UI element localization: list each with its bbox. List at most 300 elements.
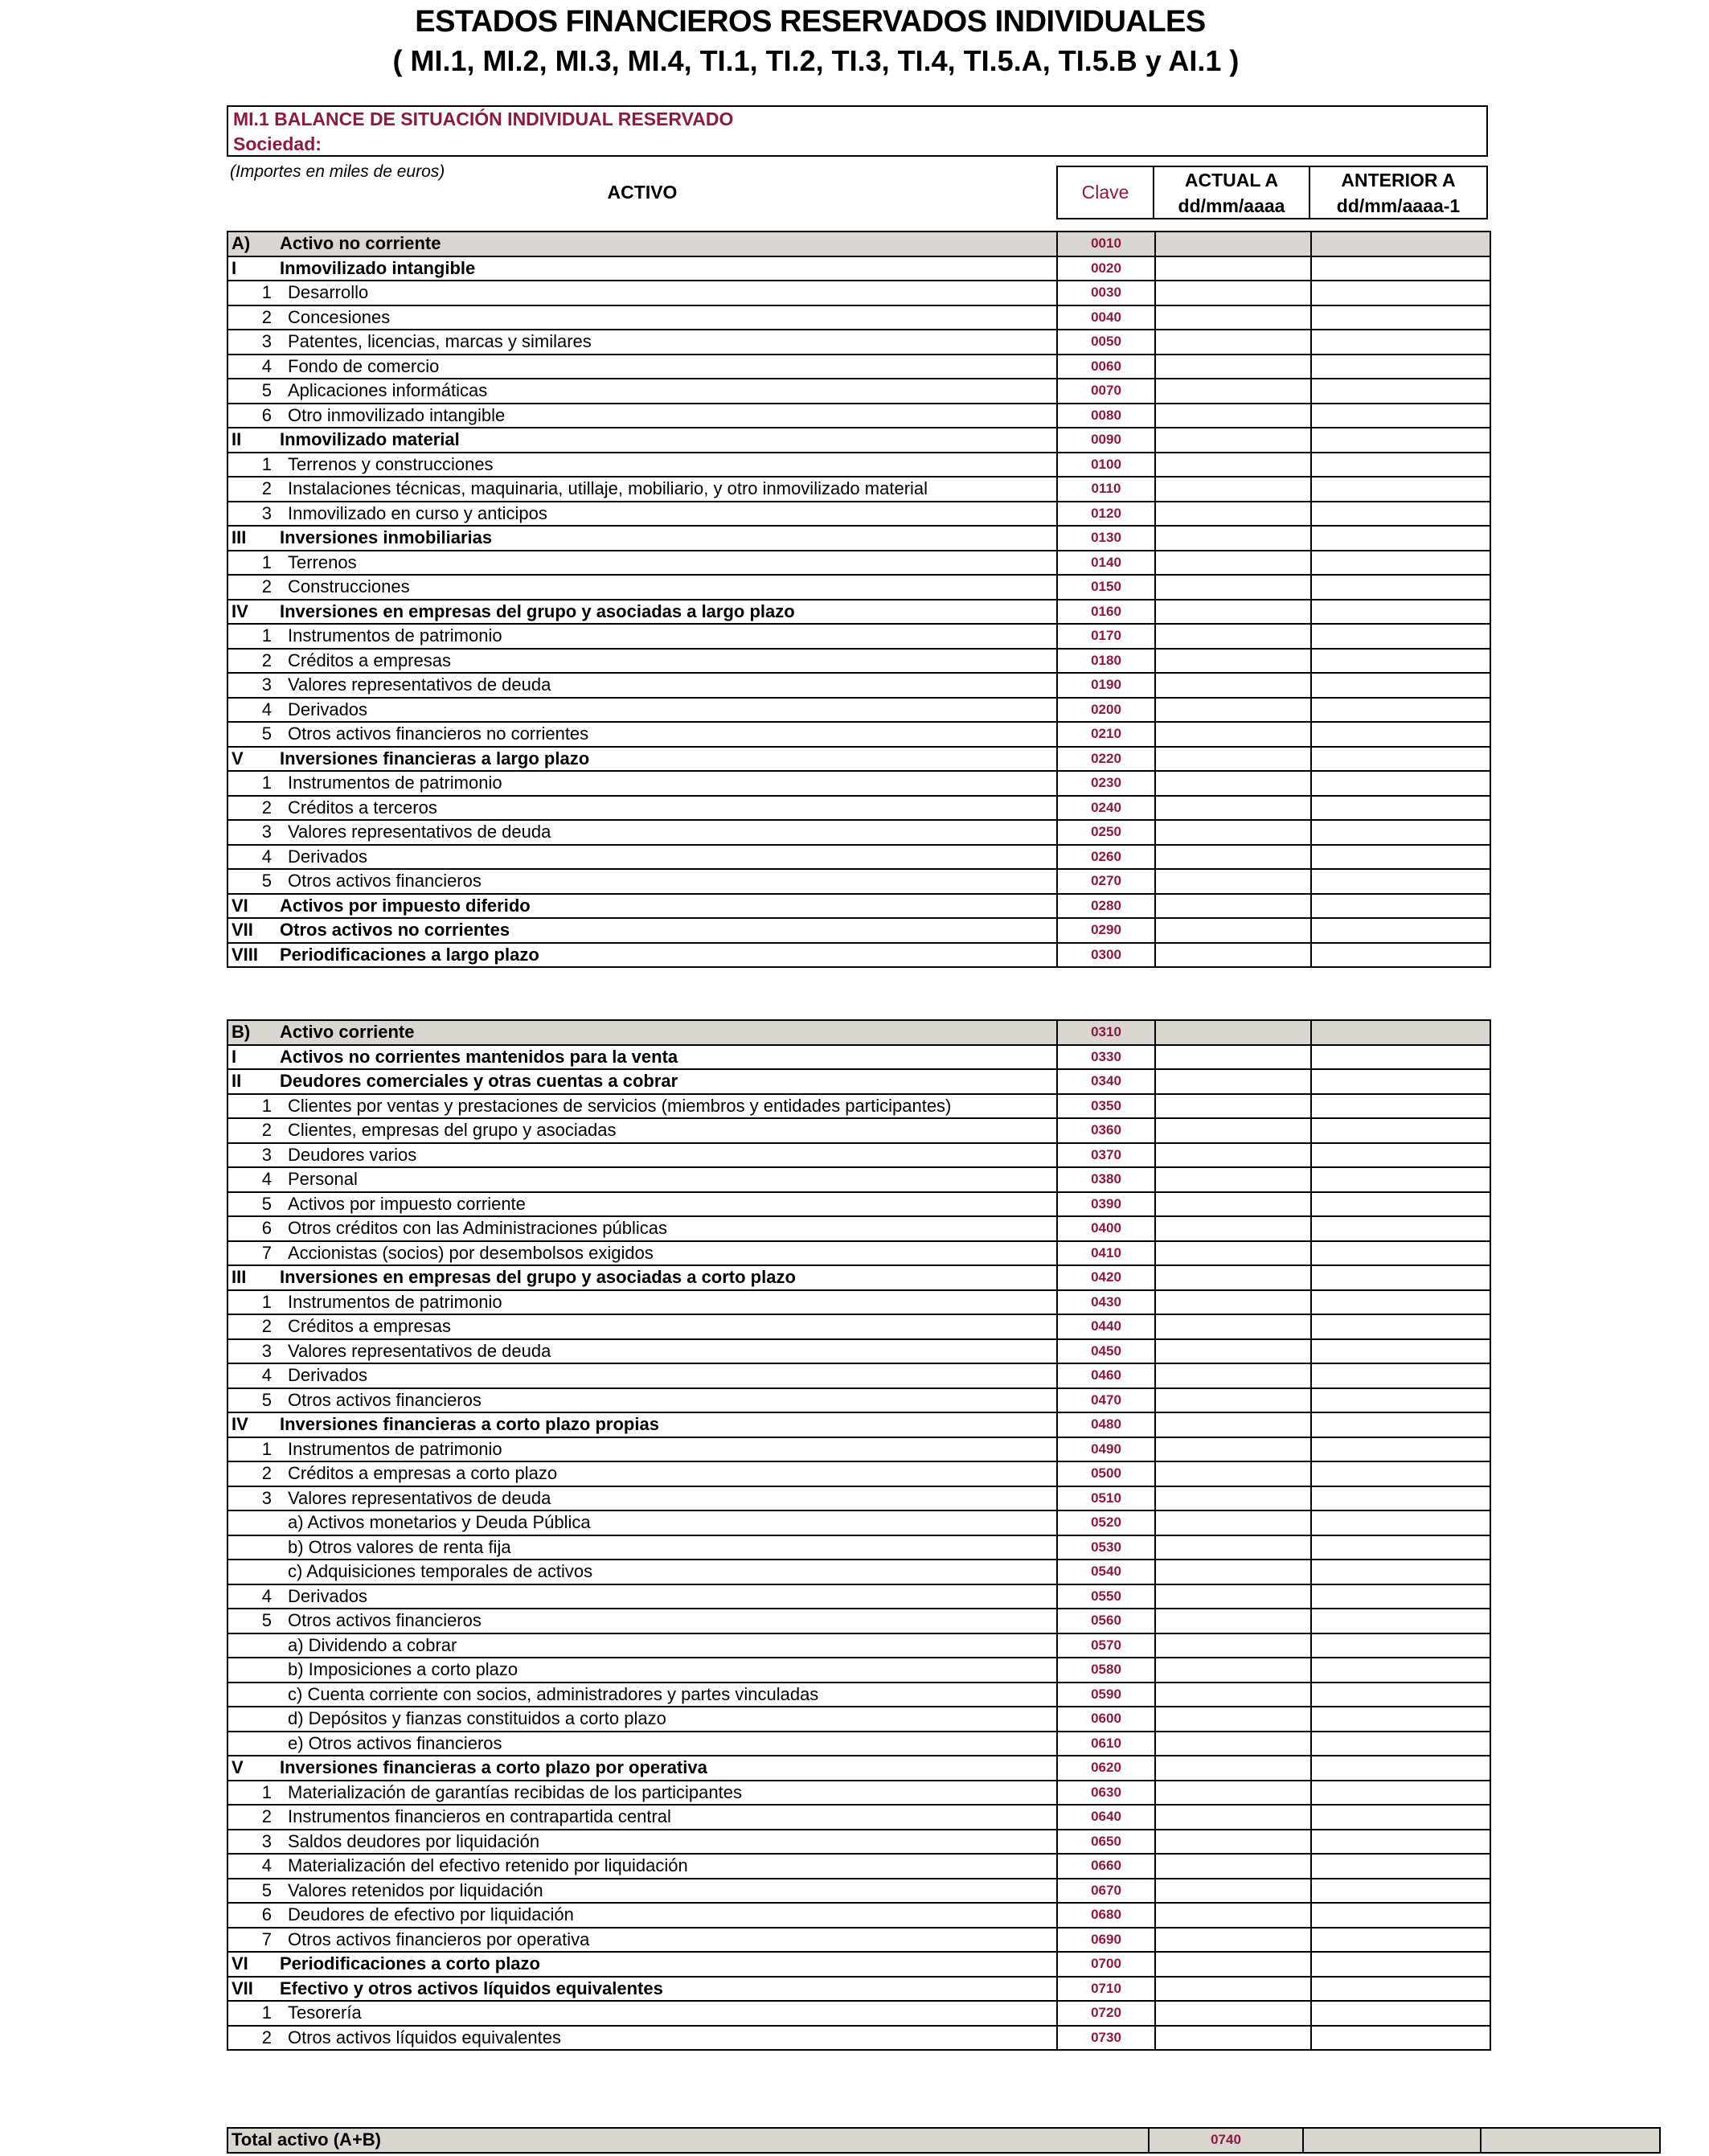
table-row xyxy=(227,1928,1490,1953)
row-label: a) Activos monetarios y Deuda Pública xyxy=(280,1510,1057,1535)
value-cell-actual[interactable] xyxy=(1155,1143,1311,1168)
value-cell-actual[interactable] xyxy=(1155,796,1311,821)
value-cell-anterior[interactable] xyxy=(1311,355,1490,379)
row-number: II xyxy=(227,1069,280,1094)
table-row xyxy=(227,796,1490,821)
row-number: 5 xyxy=(227,1879,280,1904)
row-label: Instrumentos de patrimonio xyxy=(280,771,1057,796)
value-cell-actual[interactable] xyxy=(1155,1020,1311,1045)
table-total-activo xyxy=(227,2127,1661,2154)
value-cell-anterior[interactable] xyxy=(1311,1045,1490,1070)
value-cell-actual[interactable] xyxy=(1155,1609,1311,1633)
table-row xyxy=(227,1314,1490,1339)
value-cell-anterior[interactable] xyxy=(1311,1903,1490,1928)
total-label: Total activo (A+B) xyxy=(227,2128,1149,2153)
activo-heading: ACTIVO xyxy=(607,182,678,203)
row-clave: 0330 xyxy=(1057,1045,1155,1070)
value-cell-anterior[interactable] xyxy=(1311,1584,1490,1609)
table-row xyxy=(227,1045,1490,1070)
value-cell-actual[interactable] xyxy=(1155,1314,1311,1339)
row-number: 2 xyxy=(227,1805,280,1830)
row-number: 4 xyxy=(227,1167,280,1192)
value-cell-anterior[interactable] xyxy=(1311,1437,1490,1462)
statement-header-box xyxy=(227,105,1488,157)
value-cell-anterior[interactable] xyxy=(1311,1707,1490,1732)
value-cell-anterior[interactable] xyxy=(1311,624,1490,649)
value-cell-actual[interactable] xyxy=(1155,232,1311,256)
row-clave: 0290 xyxy=(1057,918,1155,943)
value-cell-actual[interactable] xyxy=(1155,1781,1311,1806)
row-clave: 0420 xyxy=(1057,1265,1155,1290)
value-cell-actual[interactable] xyxy=(1155,1658,1311,1683)
row-number: 4 xyxy=(227,355,280,379)
value-cell-anterior[interactable] xyxy=(1311,1363,1490,1388)
row-clave: 0710 xyxy=(1057,1977,1155,2002)
row-clave: 0600 xyxy=(1057,1707,1155,1732)
row-clave: 0160 xyxy=(1057,600,1155,625)
table-row xyxy=(227,1952,1490,1977)
row-number: 3 xyxy=(227,820,280,845)
value-cell-actual[interactable] xyxy=(1155,845,1311,870)
table-row xyxy=(227,1977,1490,2002)
row-number: 1 xyxy=(227,1437,280,1462)
value-cell-anterior[interactable] xyxy=(1311,600,1490,625)
value-cell-anterior[interactable] xyxy=(1311,1756,1490,1781)
value-cell-anterior[interactable] xyxy=(1311,1339,1490,1364)
row-number: 1 xyxy=(227,551,280,576)
row-label: Desarrollo xyxy=(280,281,1057,305)
row-clave: 0490 xyxy=(1057,1437,1155,1462)
value-cell-actual[interactable] xyxy=(1155,1830,1311,1855)
value-cell-anterior[interactable] xyxy=(1311,232,1490,256)
value-cell-actual[interactable] xyxy=(1155,869,1311,894)
value-cell-actual[interactable] xyxy=(1155,1879,1311,1904)
table-row xyxy=(227,1609,1490,1633)
value-cell-actual[interactable] xyxy=(1155,256,1311,281)
value-cell-anterior[interactable] xyxy=(1311,820,1490,845)
row-number: V xyxy=(227,1756,280,1781)
table-row xyxy=(227,1363,1490,1388)
value-cell-actual[interactable] xyxy=(1155,600,1311,625)
value-cell-anterior[interactable] xyxy=(1311,1388,1490,1413)
row-label: c) Cuenta corriente con socios, administradores y partes vinculadas xyxy=(280,1683,1057,1707)
value-cell-anterior[interactable] xyxy=(1311,1560,1490,1584)
value-cell-anterior[interactable] xyxy=(1311,1609,1490,1633)
value-cell-anterior[interactable] xyxy=(1311,747,1490,772)
value-cell-actual[interactable] xyxy=(1155,1363,1311,1388)
row-clave: 0110 xyxy=(1057,477,1155,502)
value-cell-actual[interactable] xyxy=(1155,502,1311,527)
row-number: 5 xyxy=(227,1609,280,1633)
value-cell-anterior[interactable] xyxy=(1311,1094,1490,1119)
table-row xyxy=(227,722,1490,747)
value-cell-anterior[interactable] xyxy=(1311,2026,1490,2051)
value-cell-anterior[interactable] xyxy=(1311,1658,1490,1683)
row-label: Otro inmovilizado intangible xyxy=(280,404,1057,428)
value-cell-anterior[interactable] xyxy=(1311,1461,1490,1486)
table-row xyxy=(227,526,1490,551)
value-cell-actual[interactable] xyxy=(1155,1560,1311,1584)
value-cell-anterior[interactable] xyxy=(1311,1216,1490,1241)
row-number: 4 xyxy=(227,845,280,870)
value-cell-actual[interactable] xyxy=(1155,1265,1311,1290)
value-cell-anterior[interactable] xyxy=(1311,1265,1490,1290)
value-cell-anterior[interactable] xyxy=(1311,1020,1490,1045)
row-number: 3 xyxy=(227,673,280,698)
value-cell-anterior[interactable] xyxy=(1311,943,1490,968)
row-label: Derivados xyxy=(280,698,1057,723)
row-label: Inversiones financieras a largo plazo xyxy=(280,747,1057,772)
value-cell-actual[interactable] xyxy=(1155,1216,1311,1241)
row-clave: 0090 xyxy=(1057,428,1155,453)
row-clave: 0470 xyxy=(1057,1388,1155,1413)
table-row xyxy=(227,1510,1490,1535)
value-cell-actual[interactable] xyxy=(1155,1486,1311,1511)
row-number xyxy=(227,1535,280,1560)
value-cell-anterior[interactable] xyxy=(1311,256,1490,281)
value-cell-anterior[interactable] xyxy=(1311,1952,1490,1977)
table-row xyxy=(227,1707,1490,1732)
row-number: 6 xyxy=(227,1903,280,1928)
row-label: Periodificaciones a corto plazo xyxy=(280,1952,1057,1977)
value-cell-anterior[interactable] xyxy=(1311,428,1490,453)
table-row xyxy=(227,1069,1490,1094)
value-cell-anterior[interactable] xyxy=(1311,502,1490,527)
row-number: 1 xyxy=(227,1094,280,1119)
value-cell-anterior[interactable] xyxy=(1311,551,1490,576)
value-cell-actual[interactable] xyxy=(1155,1707,1311,1732)
value-cell-anterior[interactable] xyxy=(1311,575,1490,600)
value-cell-anterior[interactable] xyxy=(1311,845,1490,870)
value-cell-actual[interactable] xyxy=(1155,477,1311,502)
value-cell-actual[interactable] xyxy=(1155,305,1311,330)
value-cell-actual[interactable] xyxy=(1155,1683,1311,1707)
row-clave: 0260 xyxy=(1057,845,1155,870)
value-cell-actual[interactable] xyxy=(1155,428,1311,453)
table-row xyxy=(227,698,1490,723)
row-number: 5 xyxy=(227,869,280,894)
value-cell-anterior[interactable] xyxy=(1311,1510,1490,1535)
row-label: Inversiones inmobiliarias xyxy=(280,526,1057,551)
value-cell-actual[interactable] xyxy=(1155,943,1311,968)
row-number: 1 xyxy=(227,453,280,478)
value-cell-anterior[interactable] xyxy=(1311,771,1490,796)
table-row xyxy=(227,1290,1490,1315)
value-cell-anterior[interactable] xyxy=(1311,698,1490,723)
value-cell-actual[interactable] xyxy=(1155,1535,1311,1560)
units-note: (Importes en miles de euros) xyxy=(230,162,445,181)
row-number: 5 xyxy=(227,1388,280,1413)
value-cell-actual[interactable] xyxy=(1155,1903,1311,1928)
value-cell-actual[interactable] xyxy=(1155,551,1311,576)
table-row xyxy=(227,330,1490,355)
row-label: Saldos deudores por liquidación xyxy=(280,1830,1057,1855)
value-cell-actual[interactable] xyxy=(1155,1069,1311,1094)
value-cell-anterior[interactable] xyxy=(1311,1118,1490,1143)
row-clave: 0040 xyxy=(1057,305,1155,330)
row-clave: 0570 xyxy=(1057,1633,1155,1658)
total-value-anterior[interactable] xyxy=(1481,2128,1660,2153)
value-cell-actual[interactable] xyxy=(1155,649,1311,674)
row-number: IV xyxy=(227,1412,280,1437)
row-number: 1 xyxy=(227,624,280,649)
table-row xyxy=(227,1879,1490,1904)
table-row xyxy=(227,2001,1490,2026)
value-cell-actual[interactable] xyxy=(1155,1045,1311,1070)
table-row xyxy=(227,673,1490,698)
row-label: Activo corriente xyxy=(280,1020,1057,1045)
row-label: Inversiones financieras a corto plazo propias xyxy=(280,1412,1057,1437)
value-cell-actual[interactable] xyxy=(1155,1094,1311,1119)
row-number: V xyxy=(227,747,280,772)
value-cell-anterior[interactable] xyxy=(1311,1290,1490,1315)
value-cell-anterior[interactable] xyxy=(1311,1486,1490,1511)
table-row xyxy=(227,1216,1490,1241)
value-cell-anterior[interactable] xyxy=(1311,1069,1490,1094)
row-number: 5 xyxy=(227,379,280,404)
row-label: Activos no corrientes mantenidos para la venta xyxy=(280,1045,1057,1070)
value-cell-anterior[interactable] xyxy=(1311,2001,1490,2026)
table-row xyxy=(227,404,1490,428)
row-label: Deudores de efectivo por liquidación xyxy=(280,1903,1057,1928)
row-clave: 0660 xyxy=(1057,1854,1155,1879)
value-cell-actual[interactable] xyxy=(1155,1437,1311,1462)
value-cell-actual[interactable] xyxy=(1155,673,1311,698)
row-clave: 0730 xyxy=(1057,2026,1155,2051)
table-row xyxy=(227,477,1490,502)
row-number: 2 xyxy=(227,477,280,502)
value-cell-anterior[interactable] xyxy=(1311,1879,1490,1904)
value-cell-actual[interactable] xyxy=(1155,330,1311,355)
value-cell-anterior[interactable] xyxy=(1311,526,1490,551)
value-cell-actual[interactable] xyxy=(1155,575,1311,600)
row-clave: 0430 xyxy=(1057,1290,1155,1315)
row-label: Créditos a empresas a corto plazo xyxy=(280,1461,1057,1486)
value-cell-actual[interactable] xyxy=(1155,453,1311,478)
value-cell-actual[interactable] xyxy=(1155,1339,1311,1364)
value-cell-anterior[interactable] xyxy=(1311,1732,1490,1756)
value-cell-actual[interactable] xyxy=(1155,624,1311,649)
row-number: I xyxy=(227,1045,280,1070)
row-clave: 0310 xyxy=(1057,1020,1155,1045)
row-clave: 0700 xyxy=(1057,1952,1155,1977)
row-number xyxy=(227,1560,280,1584)
value-cell-actual[interactable] xyxy=(1155,1118,1311,1143)
value-cell-actual[interactable] xyxy=(1155,1732,1311,1756)
row-label: Derivados xyxy=(280,845,1057,870)
row-clave: 0580 xyxy=(1057,1658,1155,1683)
value-cell-anterior[interactable] xyxy=(1311,379,1490,404)
row-label: Terrenos xyxy=(280,551,1057,576)
row-clave: 0560 xyxy=(1057,1609,1155,1633)
table-row xyxy=(227,1732,1490,1756)
value-cell-anterior[interactable] xyxy=(1311,869,1490,894)
value-cell-anterior[interactable] xyxy=(1311,1412,1490,1437)
value-cell-anterior[interactable] xyxy=(1311,1805,1490,1830)
value-cell-actual[interactable] xyxy=(1155,747,1311,772)
table-row xyxy=(227,771,1490,796)
value-cell-actual[interactable] xyxy=(1155,526,1311,551)
row-label: Valores representativos de deuda xyxy=(280,1339,1057,1364)
value-cell-anterior[interactable] xyxy=(1311,330,1490,355)
value-cell-actual[interactable] xyxy=(1155,1461,1311,1486)
value-cell-anterior[interactable] xyxy=(1311,649,1490,674)
row-clave: 0680 xyxy=(1057,1903,1155,1928)
value-cell-anterior[interactable] xyxy=(1311,722,1490,747)
value-cell-actual[interactable] xyxy=(1155,1977,1311,2002)
value-cell-actual[interactable] xyxy=(1155,1241,1311,1266)
value-cell-actual[interactable] xyxy=(1155,355,1311,379)
value-cell-actual[interactable] xyxy=(1155,1928,1311,1953)
table-row xyxy=(227,305,1490,330)
value-cell-actual[interactable] xyxy=(1155,404,1311,428)
row-number: 7 xyxy=(227,1241,280,1266)
value-cell-anterior[interactable] xyxy=(1311,305,1490,330)
row-label: c) Adquisiciones temporales de activos xyxy=(280,1560,1057,1584)
value-cell-anterior[interactable] xyxy=(1311,453,1490,478)
value-cell-anterior[interactable] xyxy=(1311,1928,1490,1953)
row-number: 2 xyxy=(227,1314,280,1339)
value-cell-actual[interactable] xyxy=(1155,771,1311,796)
value-cell-actual[interactable] xyxy=(1155,1952,1311,1977)
value-cell-actual[interactable] xyxy=(1155,1167,1311,1192)
value-cell-actual[interactable] xyxy=(1155,1192,1311,1217)
value-cell-anterior[interactable] xyxy=(1311,673,1490,698)
value-cell-actual[interactable] xyxy=(1155,379,1311,404)
value-cell-anterior[interactable] xyxy=(1311,1143,1490,1168)
row-clave: 0170 xyxy=(1057,624,1155,649)
value-cell-actual[interactable] xyxy=(1155,722,1311,747)
row-clave: 0400 xyxy=(1057,1216,1155,1241)
table-row xyxy=(227,918,1490,943)
value-cell-anterior[interactable] xyxy=(1311,1781,1490,1806)
value-cell-actual[interactable] xyxy=(1155,1584,1311,1609)
row-label: Aplicaciones informáticas xyxy=(280,379,1057,404)
row-label: Otros activos financieros xyxy=(280,1388,1057,1413)
value-cell-actual[interactable] xyxy=(1155,1290,1311,1315)
row-clave: 0390 xyxy=(1057,1192,1155,1217)
value-cell-actual[interactable] xyxy=(1155,1756,1311,1781)
row-number: VI xyxy=(227,1952,280,1977)
row-number: 5 xyxy=(227,722,280,747)
row-number xyxy=(227,1732,280,1756)
row-number: VI xyxy=(227,894,280,919)
row-clave: 0620 xyxy=(1057,1756,1155,1781)
row-clave: 0450 xyxy=(1057,1339,1155,1364)
table-row xyxy=(227,649,1490,674)
row-label: Activos por impuesto corriente xyxy=(280,1192,1057,1217)
row-number: 2 xyxy=(227,575,280,600)
row-number: 1 xyxy=(227,1290,280,1315)
row-number: 4 xyxy=(227,1363,280,1388)
column-header-anterior-line2: dd/mm/aaaa-1 xyxy=(1336,195,1461,216)
total-value-actual[interactable] xyxy=(1303,2128,1481,2153)
value-cell-anterior[interactable] xyxy=(1311,1830,1490,1855)
value-cell-actual[interactable] xyxy=(1155,1412,1311,1437)
table-row xyxy=(227,1437,1490,1462)
value-cell-actual[interactable] xyxy=(1155,1854,1311,1879)
table-row xyxy=(227,1461,1490,1486)
row-clave: 0010 xyxy=(1057,232,1155,256)
row-clave: 0130 xyxy=(1057,526,1155,551)
row-number: 3 xyxy=(227,502,280,527)
value-cell-actual[interactable] xyxy=(1155,894,1311,919)
table-row xyxy=(227,600,1490,625)
value-cell-anterior[interactable] xyxy=(1311,281,1490,305)
row-clave: 0610 xyxy=(1057,1732,1155,1756)
value-cell-anterior[interactable] xyxy=(1311,796,1490,821)
value-cell-actual[interactable] xyxy=(1155,1388,1311,1413)
row-number: II xyxy=(227,428,280,453)
value-cell-actual[interactable] xyxy=(1155,820,1311,845)
value-cell-actual[interactable] xyxy=(1155,1633,1311,1658)
value-cell-anterior[interactable] xyxy=(1311,1854,1490,1879)
row-label: Fondo de comercio xyxy=(280,355,1057,379)
value-cell-actual[interactable] xyxy=(1155,2026,1311,2051)
value-cell-anterior[interactable] xyxy=(1311,404,1490,428)
table-row xyxy=(227,1658,1490,1683)
value-cell-anterior[interactable] xyxy=(1311,1683,1490,1707)
value-cell-actual[interactable] xyxy=(1155,1805,1311,1830)
row-clave: 0690 xyxy=(1057,1928,1155,1953)
row-clave: 0520 xyxy=(1057,1510,1155,1535)
value-cell-actual[interactable] xyxy=(1155,698,1311,723)
row-number: 1 xyxy=(227,2001,280,2026)
table-row xyxy=(227,1805,1490,1830)
row-label: Periodificaciones a largo plazo xyxy=(280,943,1057,968)
value-cell-anterior[interactable] xyxy=(1311,1633,1490,1658)
value-cell-actual[interactable] xyxy=(1155,2001,1311,2026)
table-row xyxy=(227,1118,1490,1143)
table-row xyxy=(227,1830,1490,1855)
value-cell-anterior[interactable] xyxy=(1311,918,1490,943)
table-activo-corriente xyxy=(227,1019,1491,2051)
value-cell-anterior[interactable] xyxy=(1311,1535,1490,1560)
row-label: Valores retenidos por liquidación xyxy=(280,1879,1057,1904)
row-number: 2 xyxy=(227,1461,280,1486)
row-label: Otros activos financieros no corrientes xyxy=(280,722,1057,747)
table-row xyxy=(227,355,1490,379)
row-number xyxy=(227,1683,280,1707)
value-cell-anterior[interactable] xyxy=(1311,1314,1490,1339)
row-label: Inmovilizado intangible xyxy=(280,256,1057,281)
row-label: Derivados xyxy=(280,1584,1057,1609)
value-cell-anterior[interactable] xyxy=(1311,1192,1490,1217)
value-cell-anterior[interactable] xyxy=(1311,1241,1490,1266)
row-number: B) xyxy=(227,1020,280,1045)
value-cell-actual[interactable] xyxy=(1155,918,1311,943)
value-cell-anterior[interactable] xyxy=(1311,1167,1490,1192)
row-clave: 0190 xyxy=(1057,673,1155,698)
row-clave: 0020 xyxy=(1057,256,1155,281)
value-cell-anterior[interactable] xyxy=(1311,477,1490,502)
row-clave: 0360 xyxy=(1057,1118,1155,1143)
column-header-anterior-line1: ANTERIOR A xyxy=(1341,170,1456,191)
statement-code: MI.1 BALANCE DE SITUACIÓN INDIVIDUAL RESERVADO xyxy=(233,109,734,129)
row-label: Créditos a terceros xyxy=(280,796,1057,821)
row-clave: 0060 xyxy=(1057,355,1155,379)
value-cell-actual[interactable] xyxy=(1155,281,1311,305)
row-clave: 0720 xyxy=(1057,2001,1155,2026)
row-label: e) Otros activos financieros xyxy=(280,1732,1057,1756)
value-cell-actual[interactable] xyxy=(1155,1510,1311,1535)
value-cell-anterior[interactable] xyxy=(1311,894,1490,919)
value-cell-anterior[interactable] xyxy=(1311,1977,1490,2002)
row-label: Valores representativos de deuda xyxy=(280,820,1057,845)
row-number: 4 xyxy=(227,1854,280,1879)
table-row xyxy=(227,453,1490,478)
table-row xyxy=(227,894,1490,919)
